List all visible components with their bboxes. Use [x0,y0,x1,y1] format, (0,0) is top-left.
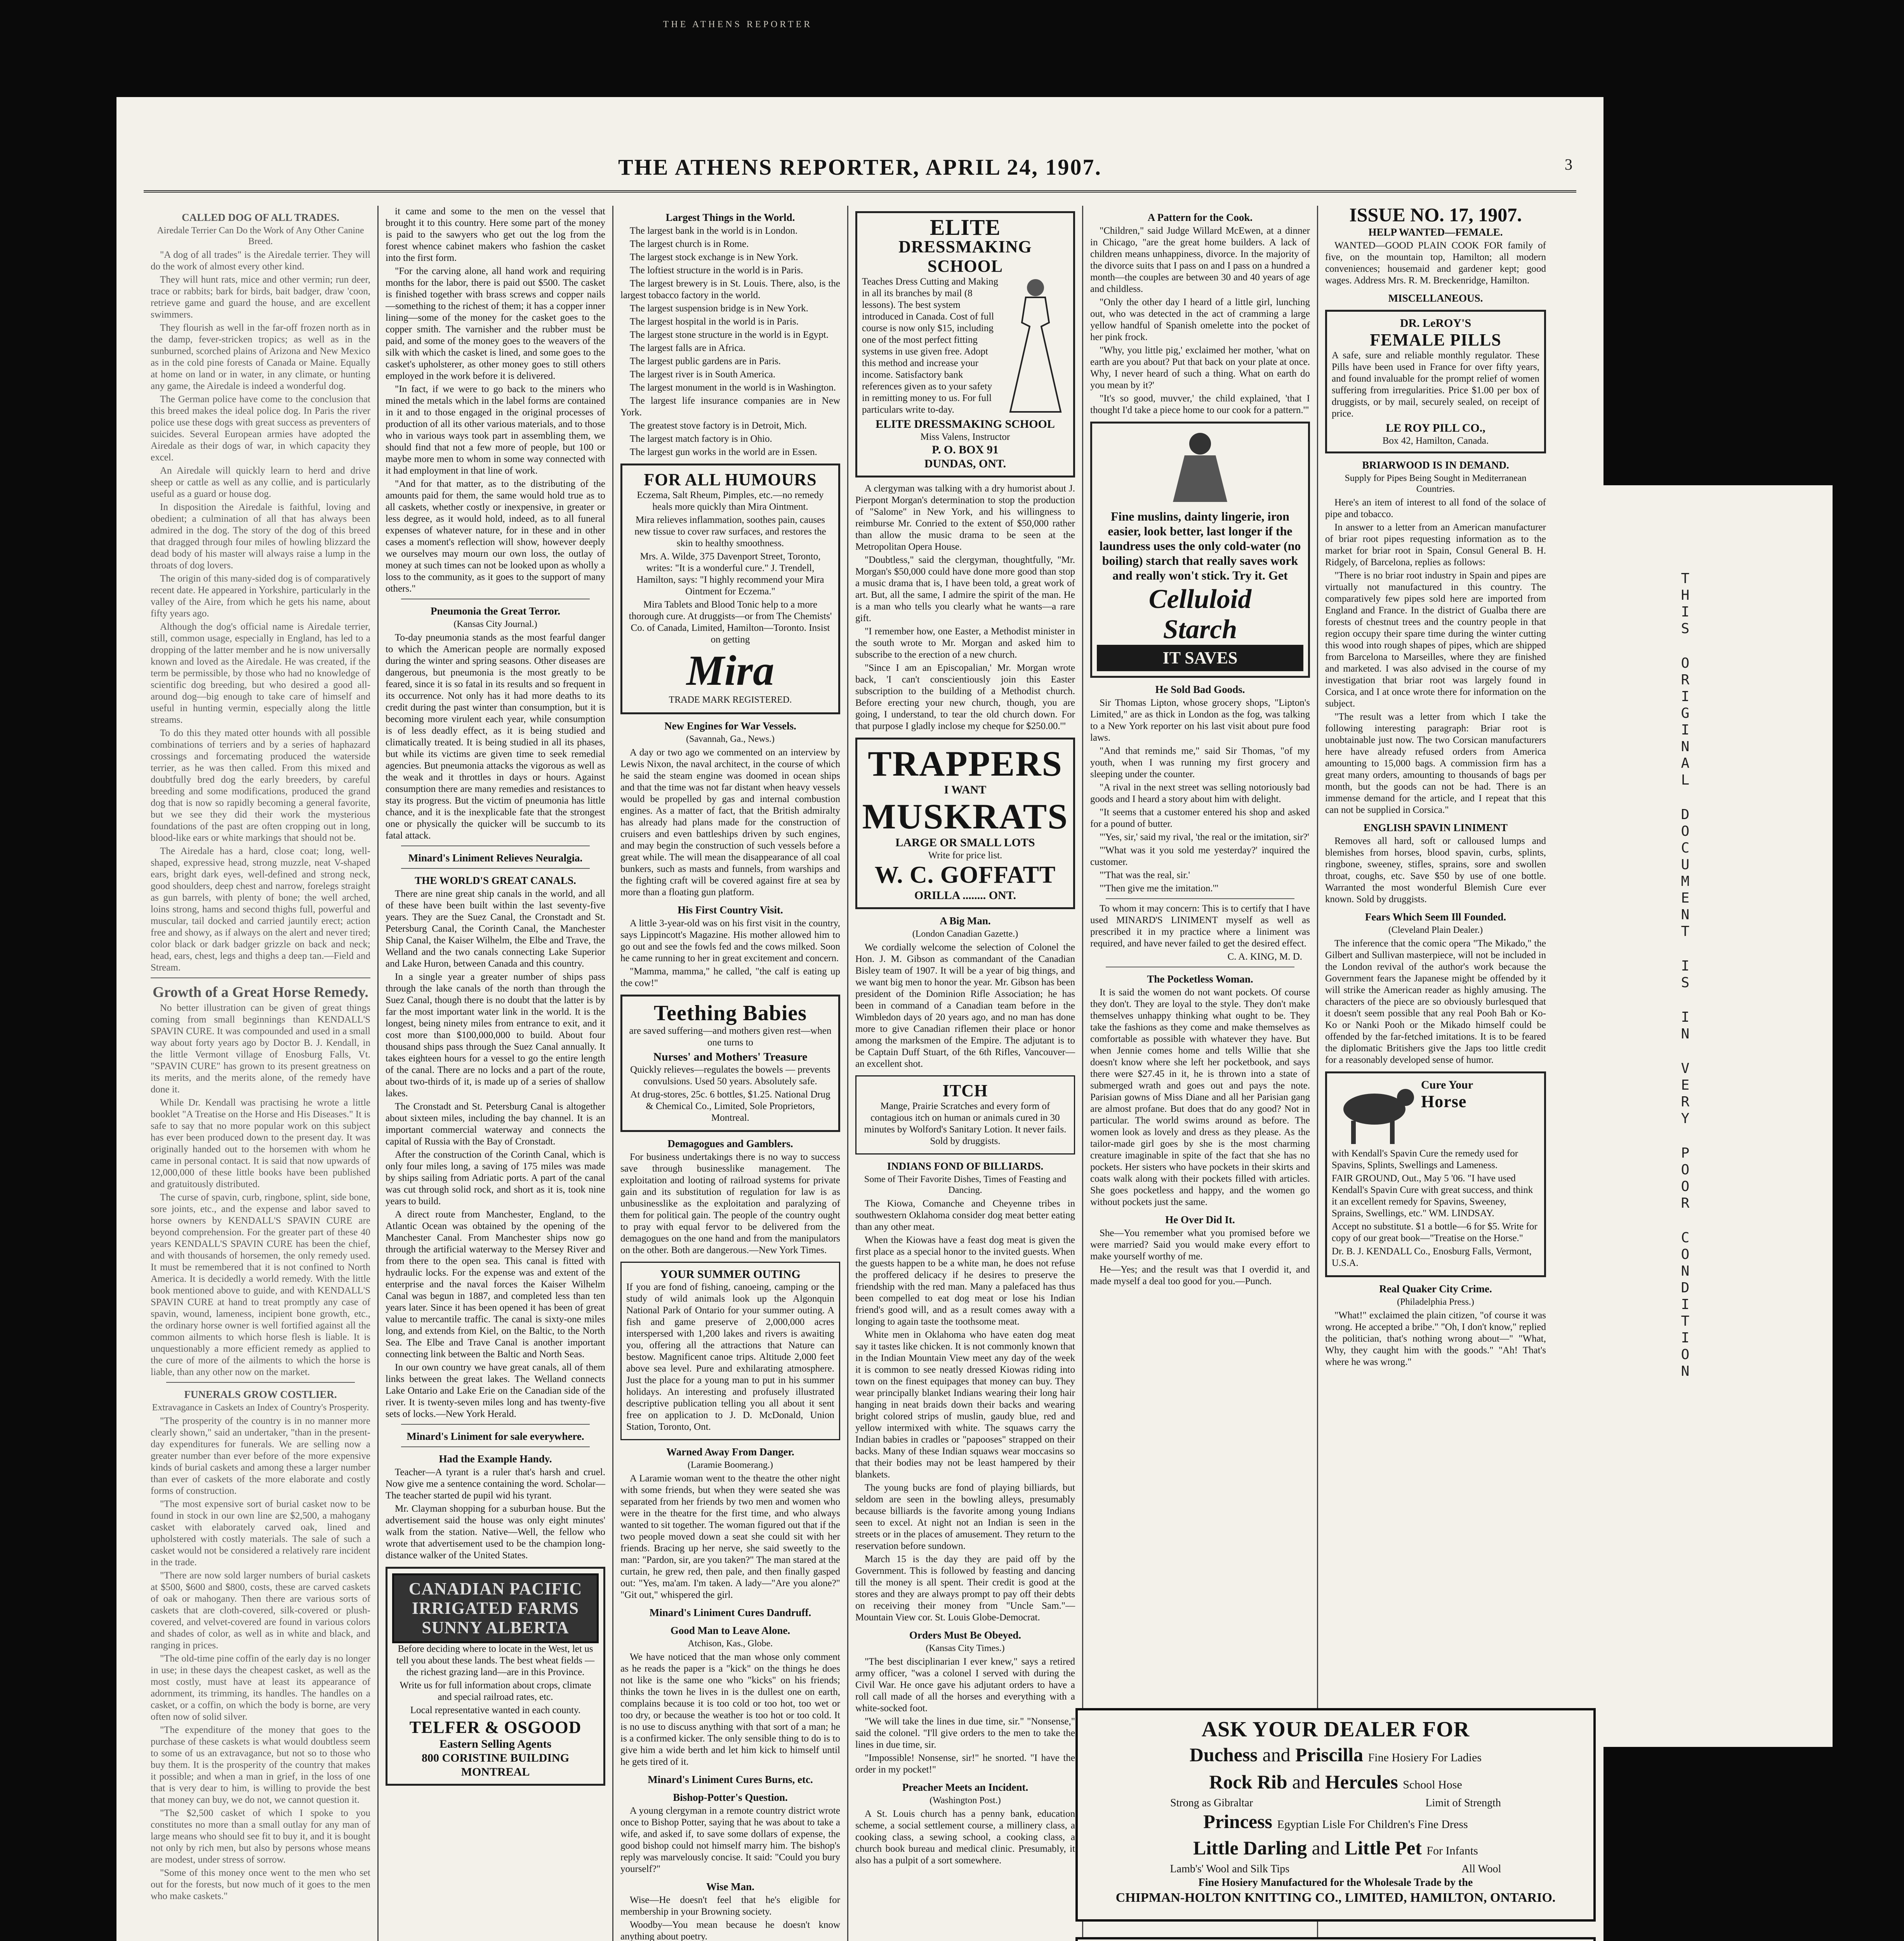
ad-trappers-price: Write for price list. [928,850,1002,861]
ad-cpr-text: Local representative wanted in each county. [410,1705,581,1715]
subhead-funerals: Extravagance in Caskets an Index of Country's Prosperity. [152,1403,369,1413]
ad-mira [620,464,840,714]
source-line: (Savannah, Ga., News.) [686,734,775,744]
ad-mira-text: Mrs. A. Wilde, 375 Davenport Street, Toronto, writes: "It is a wonderful cure." J. Trendell, Hamilton, says: "I highly recommend your Mira Ointment for Eczema." [636,551,824,597]
largest-item: The largest church is in Rome. [630,239,749,249]
article-paragraph: She—You remember what you promised before we were married? Said you would make every effort to make yourself worthy of me. [1090,1228,1310,1262]
article-paragraph: March 15 is the day they are paid off by the Government. This is followed by feasting and dancing till the money is all spent. Their credit is good at the stores and they are always prompt to pay off their debts on receiving their money from "Uncle Sam."—Mountain View cor. St. Louis Globe-Democrat. [855,1554,1075,1623]
brand-little-darling: Little Darling [1193,1837,1307,1859]
article-paragraph: The young bucks are fond of playing billiards, but seldom are seen in the bowling alleys, presumably because billiards is the favorite among young Indians seen to excel. At night not an Indian is seen in the streets or in the places of amusement. They return to the reservation before sundown. [855,1483,1075,1551]
ad-teething-title: Teething Babies [653,1001,807,1025]
article-paragraph: A St. Louis church has a penny bank, education scheme, a social settlement course, a millinery class, a cooking class, a sewing school, a cooking class, a church book bureau and medical clinic. Presumably, it also has a pulpit of a sort somewhere. [855,1809,1075,1866]
divider [1106,898,1294,899]
page-number: 3 [1565,156,1572,173]
ad-elite-box: P. O. BOX 91 [932,443,999,456]
article-paragraph: "A dog of all trades" is the Airedale terrier. They will do the work of almost every other kind. [151,250,370,272]
article-paragraph: "Some of this money once went to the men who set out for the forests, but now much of it goes to the men who make caskets." [151,1868,370,1901]
column-2 [379,206,613,1941]
headline-overdid: He Over Did It. [1165,1214,1235,1226]
largest-item: The largest public gardens are in Paris. [630,356,781,366]
word-and: and [1312,1837,1340,1859]
condition-stamp [1669,571,1701,1735]
article-paragraph: "Why, you little pig,' exclaimed her mother, 'what on earth are you about? Put that back on your plate at once. Why, I never heard of such a thing. What on earth do you mean by it?' [1090,345,1310,391]
ad-teething [620,995,840,1132]
ad-trappers-item: MUSKRATS [862,797,1068,836]
brand-hercules: Hercules [1325,1771,1398,1793]
headline-canals: THE WORLD'S GREAT CANALS. [415,875,576,886]
ad-leroy-pills [1325,310,1546,453]
article-paragraph: "And for that matter, as to the distributing of the amounts paid for them, the same would hold true as to all caskets, whether costly or inexpensive, in greater or less degree, as it would hold, indeed, as to all funeral expenses of whatever nature, for in these and in other cases a moment's reflection will show, however deeply we ourselves may mourn our own loss, the outlay of money at such times can not be looked upon as wholly a loss to the community, as it goes to the support of many others." [386,479,605,594]
ad-mira-trademark: TRADE MARK REGISTERED. [669,695,792,705]
article-paragraph: There are nine great ship canals in the world, and all of these have been built within the last seventy-five years. They are the Suez Canal, the Cronstadt and St. Petersburg Canal, the Corinth Canal, the Manchester Ship Canal, the Kaiser Wilhelm, the Elbe and Trave, the Welland and the two canals connecting Lake Superior and Lake Huron, between Canada and this country. [386,889,605,969]
testimonial-signature: C. A. KING, M. D. [1227,951,1302,962]
article-paragraph: In a single year a greater number of ships pass through the lake canals of the north than through the Suez Canal, though there is no doubt that the latter is by far the most important water link in the world. It is the longest, being ninety miles from entrance to exit, and it cost more than $100,000,000 to build. About four thousand ships pass through the Suez Canal annually. It takes eighteen hours for a vessel to go the entire length of the canal. There are no locks and a part of the route, about two-thirds of it, is made up of a series of shallow lakes. [386,972,605,1099]
article-paragraph: A Laramie woman went to the theatre the other night with some friends, but when they were seated she was separated from her friends by two men and women who were in the theatre for the first time, and who always wanted to sit together. The woman figured out that if the two people moved down a seat she could sit with her friends. Bracing up her nerve, she said sweetly to the man: "Pardon, sir, are you taken?" The man stared at the curtain, he grew red, then pale, and then finally gasped out: "Yes, ma'am. I'm taken. A lady—"Are you alone?" "Git out," whispered the girl. [620,1473,840,1600]
stamp-word: IS [1677,958,1693,991]
subhead-airedale: Airedale Terrier Can Do the Work of Any Other Canine Breed. [157,226,364,247]
article-paragraph: "And that reminds me," said Sir Thomas, "of my youth, when I was running my first grocery and sleeping under the counter. [1090,746,1310,780]
largest-item: The largest bank in the world is in London. [630,226,798,236]
horse-icon [1332,1078,1417,1148]
subhead-briarwood: Supply for Pipes Being Sought in Mediterranean Countries. [1345,473,1527,494]
classified-heading: MISCELLANEOUS. [1388,292,1483,304]
article-paragraph: "I remember how, one Easter, a Methodist minister in the south wrote to Mr. Morgan and asked him to subscribe to the erection of a new church. [855,626,1075,660]
article-paragraph: A day or two ago we commented on an interview by Lewis Nixon, the naval architect, in the course of which he said the steam engine was doomed in ocean ships and that the time was not far distant when heavy vessels would be propelled by gas and internal combustion engines. As a matter of fact, that the British admiralty has already had plans made for the construction of cruisers and even battleships driven by such engines, and may begin the construction of such vessels before a great while. The will mean the disappearance of all coal bunkers, such as masts and funnels, from warships and the fighting craft will be covered against fire at sea by more than a floating gun platform. [620,747,840,898]
ad-outing-title: YOUR SUMMER OUTING [660,1268,801,1281]
ad-elite-dressmaking [855,211,1075,477]
liniment-notice: Minard's Liniment Relieves Neuralgia. [408,852,583,864]
headline-big-man: A Big Man. [940,915,991,927]
ad-mira-logo: Mira [686,647,775,694]
ad-horse-title: Cure Your [1421,1078,1473,1091]
ad-cpr-line3: SUNNY ALBERTA [422,1618,569,1637]
ad-hosiery-title: ASK YOUR DEALER FOR [1201,1717,1470,1741]
headline-country-visit: His First Country Visit. [678,904,783,916]
hosiery-maker: CHIPMAN-HOLTON KNITTING CO., LIMITED, HAMILTON, ONTARIO. [1115,1891,1556,1905]
article-paragraph: We cordially welcome the selection of Colonel the Hon. J. M. Gibson as commandant of the Canadian Bisley team of 1907. It will be a year of big things, and we want big men to honor the year. Mr. Gibson has been president of the Dominion Rifle Association; he has been in command of a Canadian team before in the Wimbledon days of 20 years ago, and no man has done more to give Canadian riflemen their place or honor among the marksmen of the Empire. The adjutant is to be Captain Duff Stuart, of the 6th Rifles, Vancouver—an excellent shot. [855,942,1075,1069]
ad-teething-text: Quickly relieves—regulates the bowels — prevents convulsions. Used 50 years. Absolutely safe. [630,1064,830,1087]
brand-duchess: Duchess [1189,1744,1258,1766]
ad-leroy-title: FEMALE PILLS [1370,330,1501,349]
ad-elite-school: ELITE DRESSMAKING SCHOOL [876,418,1055,431]
stamp-word: CONDITION [1677,1230,1693,1380]
article-paragraph: A little 3-year-old was on his first visit in the country, says Lippincott's Magazine. His mother allowed him to go out and see the fowls fed and the cows milked. Soon he came running to her in great excitement and concern. [620,918,840,964]
ad-mira-title: FOR ALL HUMOURS [644,470,817,489]
largest-item: The largest river is in South America. [630,369,776,380]
article-paragraph: Sir Thomas Lipton, whose grocery shops, "Lipton's Limited," are as thick in London as the fog, was talking to a New York reporter on his last visit about pure food laws. [1090,698,1310,743]
largest-item: The largest stock exchange is in New York. [630,252,798,262]
hosiery-maker-line: Fine Hosiery Manufactured for the Wholesale Trade by the [1198,1877,1473,1889]
divider [166,1382,355,1383]
article-paragraph: Removes all hard, soft or calloused lumps and blemishes from horses, blood spavin, curbs, splints, ringbone, sweeney, stifles, sprains, sore and swollen throat, coughs, etc. Save $50 by use of one bottle. Warranted the most wonderful Blemish Cure ever known. Sold by druggists. [1325,836,1546,905]
article-paragraph: "Only the other day I heard of a little girl, lunching out, who was detected in the act of cramming a large yellow handful of Spanish omelette into the pocket of her pink frock. [1090,297,1310,342]
article-paragraph: "'What was it you sold me yesterday?' inquired the customer. [1090,845,1310,867]
largest-item: The largest match factory is in Ohio. [630,434,772,444]
brand-rock-rib: Rock Rib [1209,1771,1287,1793]
classified-ad: WANTED—GOOD PLAIN COOK FOR family of five, on the mountain top, Hamilton; all modern conveniences; housemaid and gardener kept; good wages. Address Mrs. R. M. Breckenridge, Hamilton. [1325,240,1546,286]
headline-airedale: CALLED DOG OF ALL TRADES. [182,212,339,223]
source-line: (Kansas City Journal.) [453,619,537,629]
ad-hosiery [1075,1708,1596,1922]
ad-cpr-firm: TELFER & OSGOOD [409,1718,582,1737]
article-paragraph: "The expenditure of the money that goes to the purchase of these caskets is what would doubtless seem to some of us an extravagance, but not so to those who buy them. It is the prosperity of the country that makes it possible; and when a man in grief, in the loss of one that is very dear to him, is willing to provide the best that money can buy, we do not, we cannot question it. [151,1725,370,1805]
ad-cpr-line2: IRRIGATED FARMS [412,1599,579,1618]
article-paragraph: "There are now sold larger numbers of burial caskets at $500, $600 and $800, costs, these are carved caskets of oak or mahogany. Then there are various sorts of caskets that are cloth-covered, silk-covered or plush-covered, and velvet-covered are found in various colors and shades of color, as well as in white and black, and ranging in prices. [151,1570,370,1651]
article-paragraph: "In fact, if we were to go back to the miners who mined the metals which in the label forms are contained in it and to those engaged in the original processes of production of all its other various materials, and to those who in various ways took part in assembling them, we should find that not a few more of people, but 100 or maybe more men to whom in some way connected with it had employment in that line of work. [386,384,605,476]
article-paragraph: In disposition the Airedale is faithful, loving and obedient; a culmination of all that has always been admired in the dog. The story of the dog of this breed that dragged through four miles of howling blizzard the dead body of his master will always raise a lump in the throats of dog lovers. [151,502,370,571]
article-paragraph: A clergyman was talking with a dry humorist about J. Pierpont Morgan's determination to stop the production of "Salome" in New York, and his willingness to reimburse Mr. Conried to the extent of $50,000 rather than allow the music drama to be seen at the Metropolitan Opera House. [855,483,1075,552]
article-paragraph: Wise—He doesn't feel that he's eligible for membership in your Browning society. [620,1895,840,1917]
dress-figure-icon [1002,276,1068,416]
ad-cpr-city: MONTREAL [461,1766,530,1778]
article-paragraph: it came and some to the men on the vessel that brought it to this country. Here some part of the money is paid to the sawyers who get out the log from the forest whence cabinet makers who fashion the casket into the first form. [386,206,605,263]
article-paragraph: Woodby—You mean because he doesn't know anything about poetry. [620,1920,840,1941]
article-paragraph: "The best disciplinarian I ever knew," says a retired army officer, "was a colonel I served with during the Civil War. He once gave his adjutant orders to have a roll call made of all the horses and everything with a white-socked foot. [855,1656,1075,1714]
newspaper-page [116,97,1603,1941]
ad-leroy-text: A safe, sure and reliable monthly regulator. These Pills have been used in France for over fifty years, and found invaluable for the prompt relief of women suffering from irregularities. Price $1.00 per box of druggists, or by mail, securely sealed, on receipt of price. [1332,350,1539,419]
headline-wise-man: Wise Man. [706,1881,754,1892]
source-line: (Philadelphia Press.) [1397,1297,1474,1307]
headline-largest: Largest Things in the World. [665,212,795,223]
ad-starch-tagline: IT SAVES [1097,645,1303,671]
testimonial-paragraph: To whom it may concern: This is to certify that I have used MINARD'S LINIMENT myself as well as prescribed it in my practice where a liniment was required, and have never failed to get the desired effect. [1090,903,1310,949]
ad-horse-text: with Kendall's Spavin Cure the remedy used for Spavins, Splints, Swellings and Lameness. [1332,1148,1518,1170]
ad-trappers-city: ORILLA ........ ONT. [914,889,1016,902]
article-paragraph: The inference that the comic opera "The Mikado," the Gilbert and Sullivan masterpiece, will not be included in the London revival of the author's work because the Government fears the Japanese might be offended by it will strike the American reader as highly amusing. The characters of the piece are so obviously burlesqued that it doesn't seem possible that any real Pooh Bah or Ko-Ko or Nanki Pooh or the Mikado himself could be offended by the far-fetched imitations. It is to be feared the diplomatic Britishers give the Japs too little credit for a reasonably developed sense of humor. [1325,938,1546,1065]
masthead [144,144,1576,193]
article-paragraph: "It's so good, muvver,' the child explained, 'that I thought I'd take a piece home to our cook for a pattern.'" [1090,393,1310,415]
headline-engines: New Engines for War Vessels. [664,720,796,732]
article-paragraph: For business undertakings there is no way to success save through businesslike management. The exploitation and looting of railroad systems for private gain and its substitution of regulation for law is as unbusinesslike as the exploitation and paralyzing of them for political gain. The people of the country ought to pray with equal fervor to be delivered from the demagogues on the one hand and from the manipulators on the other. Both are dangerous.—New York Times. [620,1152,840,1255]
largest-item: The largest suspension bridge is in New York. [630,303,808,314]
largest-item: The largest stone structure in the world is in Egypt. [630,330,829,340]
article-paragraph: "We will take the lines in due time, sir." "Nonsense," said the colonel. "I'll give orders to the men to take the lines in due time, sir. [855,1716,1075,1750]
ad-leroy-firm: LE ROY PILL CO., [1386,422,1485,434]
liniment-notice: Minard's Liniment for sale everywhere. [407,1431,584,1442]
largest-item: The greatest stove factory is in Detroit, Mich. [630,420,807,431]
article-paragraph: The German police have come to the conclusion that this breed makes the ideal police dog. In Paris the river police use these dogs with great success as preventers of suicides. Several European armies have adopted the Airedale as their dogs of war, in which capacity they excel. [151,394,370,463]
brand-princess: Princess [1203,1811,1273,1832]
article-paragraph: Mr. Clayman shopping for a suburban house. But the advertisement said the house was only eight minutes' walk from the station. Native—Well, the fellow who wrote that advertisement used to be the champion long-distance walker of the United States. [386,1503,605,1561]
ad-cpr-firm-sub: Eastern Selling Agents [439,1738,552,1750]
hosiery-desc: Fine Hosiery For Ladies [1368,1751,1482,1764]
hosiery-desc: Lamb's' Wool and Silk Tips [1170,1863,1290,1875]
article-paragraph: "The result was a letter from which I take the following interesting paragraph: Briar root is unobtainable just now. The two Corsican manufacturers here have already refused orders from America amounting to 15,000 bags. A commission firm has a great many orders, amounting to thousands of bags per month, but the goods can not be had. There is an immense demand for the article, and I repeat that this can not be supplied in Corsica." [1325,712,1546,815]
article-paragraph: We have noticed that the man whose only comment as he reads the paper is a "kick" on the things he does not like is the same one who "kicks" on his friends; thinks the town he lives in is the dullest one on earth, complains because it is too cold or too hot, too wet or too dry, or because the weather is too hot or too cold. It is no use to discuss anything with that sort of a man; he is a confirmed kicker. The only sensible thing to do is to give him a wide berth and let him kick to himself until he gets tired of it. [620,1652,840,1767]
ad-summer-outing [620,1262,840,1440]
ad-elite-title: ELITE [929,215,1001,240]
article-paragraph: They will hunt rats, mice and other vermin; run deer, trace or rabbits; bark for birds, bait badger, draw 'coon, retrieve game and guard the house, and are excellent swimmers. [151,274,370,320]
ad-celluloid-starch [1090,422,1310,678]
article-paragraph: "There is no briar root industry in Spain and pipes are virtually not manufactured in this country. The comparatively few pipes sold here are imported from England and France. In the district of Gualba there are forests of chestnut trees and the country people in that region occupy their spare time during the winter cutting this wood into rough shapes of pipes, which are shipped from Barcelona to Marseilles, where they are finished and marketed. I was also advised in the course of my investigation that briar root was largely found in Corsica, and I at once wrote there for information on the subject. [1325,570,1546,709]
ad-teething-text: are saved suffering—and mothers given rest—when one turns to [629,1026,832,1048]
ad-elite-instructor: Miss Valens, Instructor [920,432,1010,442]
headline-preacher: Preacher Meets an Incident. [902,1781,1028,1793]
ad-trappers-name: W. C. GOFFATT [874,862,1056,888]
liniment-notice: Minard's Liniment Cures Dandruff. [649,1607,811,1618]
ad-elite-title: DRESSMAKING SCHOOL [898,237,1032,276]
ad-outing-text: If you are fond of fishing, canoeing, camping or the study of wild animals look up the Algonquin National Park of Ontario for your summer outing. A fish and game preserve of 2,000,000 acres interspersed with 1,200 lakes and rivers is awaiting you, offering all the attractions that Nature can bestow. Magnificent canoe trips. Altitude 2,000 feet above sea level. Pure and exhilarating atmosphere. Just the place for a young man to put in his summer holidays. An interesting and profusely illustrated descriptive publication telling you all about it sent free on application to J. D. McDonald, Union Station, Toronto, Ont. [626,1282,834,1432]
ad-itch [855,1075,1075,1155]
largest-item: The largest falls are in Africa. [630,343,746,353]
article-paragraph: To-day pneumonia stands as the most fearful danger to which the American people are normally exposed during the winter and spring seasons. Other diseases are dangerous, but pneumonia is the most greatly to be feared, since it is so fatal in its results and so frequent in its occurrence. Not only has it had more deaths to its credit during the past winter than consumption, but it is becoming more virulent each year, while consumption is of less deadly effect, as it is being studied and climatically treated. It is being studied in all its phases, but while its victims are given time to seek remedial agencies. But pneumonia attacks the vigorous as well as the weak and it throttles in days or hours. Against consumption there are many remedies and resistances to stay its progress. But the victim of pneumonia has little chance, and it is the inexplicable fate that the strongest one or physically the quicker will be succumb to its fatal attack. [386,632,605,841]
article-paragraph: When the Kiowas have a feast dog meat is given the first place as a special honor to the invited guests. When the guests happen to be a white man, he does not refuse the proffered delicacy if he desires to preserve the friendship with the red man. Many a palefaced has thus been compelled to eat dog meat or lose his Indian friend's good will, and as a result comes away with a longing to again taste the toothsome meat. [855,1235,1075,1327]
stamp-word: POOR [1677,1145,1693,1212]
source-line: (Cleveland Plain Dealer.) [1388,925,1483,935]
stamp-word: DOCUMENT [1677,807,1693,940]
hosiery-desc: School Hose [1403,1778,1462,1791]
article-paragraph: Although the dog's official name is Airedale terrier, still, common usage, especially in England, has led to a dropping of the latter member and he is now universally known and loved as the Airedale. He was created, if the term be permissible, by those who had no knowledge of scientific dog breeding, but who desired a good all-around dog—big enough to take care of himself and useful in hunting vermin, especially along the little streams. [151,622,370,725]
article-paragraph: "Since I am an Episcopalian,' Mr. Morgan wrote back, 'I can't conscientiously join this Easter subscription to the building of a Methodist church. Before erecting your new church, though, you are going, I understand, to tear the old church down. For that purpose I gladly inclose my cheque for $250.00.'" [855,663,1075,731]
headline-demagogues: Demagogues and Gamblers. [667,1138,793,1149]
source-line: (London Canadian Gazette.) [912,929,1018,939]
headline-pneumonia: Pneumonia the Great Terror. [431,605,560,617]
article-paragraph: "Impossible! Nonsense, sir!" he snorted. "I have the order in my pocket!" [855,1753,1075,1775]
divider [401,1424,590,1425]
ad-trappers-want: I WANT [944,783,987,796]
source-line: (Washington Post.) [929,1795,1001,1806]
article-paragraph: While Dr. Kendall was practising he wrote a little booklet "A Treatise on the Horse and His Diseases." It is safe to say that no more popular work on this subject has ever been produced down to the present day. It was originally handed out to the horsemen with whom he came in personal contact. It is said that now upwards of 12,000,000 of these little books have been published and gratuitously distributed. [151,1097,370,1189]
ad-mira-text: Mira relieves inflammation, soothes pain, causes new tissue to cover raw surfaces, and restores the skin to healthy smoothness. [634,515,826,549]
ad-sheathing [1075,1937,1596,1941]
ad-starch-text: Fine muslins, dainty lingerie, iron easier, look better, last longer if the laundress uses the only cold-water (no boiling) starch that really saves work and really won't stick. Try it. Get [1099,509,1301,582]
issue-number: ISSUE NO. 17, 1907. [1349,206,1522,226]
headline-example: Had the Example Handy. [439,1453,552,1465]
ad-cpr-line1: CANADIAN PACIFIC [408,1579,582,1598]
article-paragraph: "What!" exclaimed the plain citizen, "of course it was wrong. He accepted a bribe." "Oh, I don't know," replied the politician, that's nothing wrong about—" "What, Why, they caught him with the goods." "Ah! That's where he was wrong." [1325,1310,1546,1367]
stamp-word: VERY [1677,1061,1693,1127]
hosiery-desc: All Wool [1461,1863,1501,1875]
hosiery-desc: Egyptian Lisle For Children's Fine Dress [1277,1818,1468,1831]
article-paragraph: Here's an item of interest to all fond of the solace of pipe and tobacco. [1325,497,1546,519]
ad-horse-text: FAIR GROUND, Out., May 5 '06. "I have used Kendall's Spavin Cure with great success, and think it an excellent remedy for Spavins, Sweeney, Sprains, Swellings, etc." WM. LINDSAY. [1332,1173,1533,1219]
largest-item: The largest monument in the world is in Washington. [630,382,836,393]
columns [144,206,1603,1941]
divider [151,977,370,978]
headline-fears: Fears Which Seem Ill Founded. [1365,911,1506,923]
column-4 [848,206,1083,1941]
article-paragraph: Teacher—A tyrant is a ruler that's harsh and cruel. Now give me a sentence containing the word. Scholar—The teacher started de pupil wid his tyrant. [386,1467,605,1501]
ad-elite-city: DUNDAS, ONT. [924,457,1006,470]
ad-cure-horse [1325,1071,1546,1277]
article-paragraph: The origin of this many-sided dog is of comparatively recent date. He appeared in Yorkshire, particularly in the valley of the Aire, from which he gets his name, about fifty years ago. [151,573,370,619]
article-paragraph: "It seems that a customer entered his shop and asked for a pound of butter. [1090,807,1310,829]
ad-trappers [855,738,1075,909]
headline-spavin: ENGLISH SPAVIN LINIMENT [1363,822,1508,833]
ad-horse-title: Horse [1421,1092,1467,1111]
liniment-notice: Minard's Liniment Cures Burns, etc. [648,1774,813,1785]
article-paragraph: A direct route from Manchester, England, to the Atlantic Ocean was obtained by the opening of the Manchester Canal. From Manchester ships now go through the artificial waterway to the Mersey River and from there to the open sea. This canal is fitted with hydraulic locks. For the expense was and extent of the enterprise and the naval forces the Kaiser Wilhelm Canal was begun in 1887, and completed less than ten years later. Since it has been opened it has been of great value to mercantile traffic. The canal is sixty-one miles long, and extends from Kiel, on the Baltic, to the North Sea. The Elbe and Trave Canal is another important connecting link between the Baltic and North Seas. [386,1209,605,1359]
article-paragraph: "A rival in the next street was selling notoriously bad goods and I heard a story about him with delight. [1090,782,1310,804]
headline-bishop: Bishop-Potter's Question. [673,1792,788,1803]
masthead-title: THE ATHENS REPORTER, APRIL 24, 1907. [618,154,1102,180]
woman-ironing-icon [1150,428,1251,506]
word-and: and [1292,1771,1320,1793]
article-paragraph: After the construction of the Corinth Canal, which is only four miles long, a saving of 175 miles was made by ships sailing from Adriatic ports. A part of the canal was cut through solid rock, and short as it is, took nine years to build. [386,1149,605,1207]
largest-list [620,225,840,458]
ad-teething-name: Nurses' and Mothers' Treasure [653,1050,808,1063]
headline-funerals: FUNERALS GROW COSTLIER. [184,1389,337,1400]
article-paragraph: "'Yes, sir,' said my rival, 'the real or the imitation, sir?' [1100,832,1309,842]
column-6 [1318,206,1553,1941]
ad-cpr-farms [386,1567,605,1786]
source-line: Atchison, Kas., Globe. [688,1639,773,1649]
ad-mira-text: Eczema, Salt Rheum, Pimples, etc.—no remedy heals more quickly than Mira Ointment. [637,490,824,512]
ad-elite-text: Teaches Dress Cutting and Making in all its branches by mail (8 lessons). The best system introduced in Canada. Cost of full course is now only $15, including one of the most perfect fitting systems in use given free. Adopt this method and increase your income. Satisfactory bank references given as to your safety in remitting money to us. For full particulars write to-day. [862,276,998,415]
article-paragraph: He—Yes; and the result was that I overdid it, and made myself a deal too good for you.—Punch. [1090,1264,1310,1286]
headline-horse-remedy: Growth of a Great Horse Remedy. [153,984,368,1000]
ad-cpr-banner [392,1573,599,1643]
article-paragraph: They flourish as well in the far-off frozen north as in the damp, fever-stricken tropics; as well as in the sunburned, scorched plains of Arizona and New Mexico as in the cold pine forests of Canada or Maine. Equally at home on land or in water, in any climate, or hunting any game, the Airedale is indeed a wonderful dog. [151,323,370,391]
divider [401,1446,590,1447]
stamp-word: IN [1677,1009,1693,1043]
ad-horse-text: Accept no substitute. $1 a bottle—6 for $5. Write for copy of our great book—"Treatise on the Horse." [1332,1221,1537,1243]
article-paragraph: "'That was the real, sir.' [1100,870,1190,880]
article-paragraph: The Cronstadt and St. Petersburg Canal is altogether about sixteen miles, including the bay channel. It is an important commercial waterway and connects the capital of Russia with the Bay of Cronstadt. [386,1101,605,1147]
article-paragraph: It is said the women do not want pockets. Of course they don't. They are loyal to the style. They don't make themselves unhappy thinking what ought to be. They take the fashions as they come and make themselves as comfortable as possible with whatever they have. But when Jennie comes home and tells Willie that she doesn't know where she left her pocketbook, and says there were $27.45 in it, he is thrown into a state of submerged wrath and goes out and pays the note. Parisian gowns of Miss Diane and all her Parisian gang are almost profane. But does that do any good? Not in particular. The world swims around as before. The women look as lovely and dress as they please. As the tailor-made girl goes by she is the most charming creature imaginable in spite of the fact that she has no pockets. Her sisters who have pockets in their skirts and coats walk along with their pockets filled with articles. She goes pocketless and happy, and the women go without pockets just the same. [1090,987,1310,1207]
article-paragraph: The curse of spavin, curb, ringbone, splint, side bone, sore joints, etc., and the expense and labor saved to horse owners by KENDALL'S SPAVIN CURE are beyond comprehension. For the greater part of these 40 years KENDALL'S SPAVIN CURE has been the chief, and with thousands of horsemen, the only remedy used. It must be remembered that it is not confined to North America. It is decidedly a world remedy. With the little book mentioned above to guide, and with KENDALL'S SPAVIN CURE at hand to treat promptly any case of spavin, wound, lameness, incipient bone growth, etc., the ordinary horse owner is well fortified against all the common ailments to which horse flesh is liable. It is unquestionably a more efficient remedy as applied to the cure of more of the ailments to which the horse is liable, than any other now on the market. [151,1192,370,1377]
article-paragraph: "'Then give me the imitation.'" [1100,883,1219,894]
article-paragraph: "The most expensive sort of burial casket now to be found in stock in our own line are $2,500, a mahogany casket with elaborately carved oak, lined and upholstered with costly materials. The sale of such a casket would not be considered a relatively rare incident in the trade. [151,1499,370,1568]
article-paragraph: "The old-time pine coffin of the early day is no longer in use; in these days the cheapest casket, as well as the most costly, must have at least its appearance of adornment, its trimming, its handles. The handles on a casket, or a coffin, on which the body is borne, are very often now of solid silver. [151,1653,370,1722]
largest-item: The largest gun works in the world are in Essen. [630,447,817,457]
stamp-word: ORIGINAL [1677,655,1693,789]
ad-trappers-lots: LARGE OR SMALL LOTS [895,836,1035,849]
hosiery-desc: For Infants [1426,1844,1478,1857]
article-paragraph: In answer to a letter from an American manufacturer of briar root pipes requesting information as to the market for briar root in Spain, Consul General B. H. Ridgely, of Barcelona, replies as follows: [1325,522,1546,568]
ad-teething-text: At drug-stores, 25c. 6 bottles, $1.25. National Drug & Chemical Co., Limited, Sole Proprietors, Montreal. [630,1089,830,1123]
ad-starch-brand: Celluloid [1148,584,1252,614]
article-paragraph: "The prosperity of the country is in no manner more clearly shown," said an undertaker, "than in the present-day expenditures for funerals. We are selling now a greater number than ever before of the more expensive kinds of burial caskets and among these a larger number than ever of caskets of the more elaborate and costly forms of construction. [151,1416,370,1496]
article-paragraph: "Doubtless," said the clergyman, thoughtfully, "Mr. Morgan's $50,000 could have done more good than stop a music drama that is, I have been told, a great work of art. But, all the same, I admire the spirit of the man. He is a man who tells you clearly what he wants—a rare gift. [855,555,1075,623]
headline-pocketless: The Pocketless Woman. [1147,973,1253,985]
article-paragraph: "For the carving alone, all hand work and requiring months for the labor, there is paid out $500. The casket is finished together with brass screws and copper nails—something to the richest of them; it has a copper inner lining—some of the money for the casket goes to the copper smith. The varnisher and the rubber must be paid, and some of the money goes to the weavers of the silk with which the casket is lined, and some goes to the casket's upholsterer, as other money goes to still others employed in the work before it is delivered. [386,266,605,381]
classified-heading: HELP WANTED—FEMALE. [1368,226,1503,238]
word-and: and [1262,1744,1291,1766]
headline-orders: Orders Must Be Obeyed. [909,1629,1021,1641]
largest-item: The loftiest structure in the world is in Paris. [630,265,803,276]
article-paragraph: White men in Oklahoma who have eaten dog meat say it tastes like chicken. It is not commonly known that in the Indian Mountain View meet any day of the week it is common to see neatly dressed Kiowas riding into town on the finest equipages that money can buy. They wear principally blanket Indians wearing their long hair hanging in neat braids down their backs and wearing bright colored strips of muslin, gaudy blue, red and yellow intermixed with white. The squaws carry the Indian babies in cradles or "papooses" strapped on their backs. Many of these Indian squaws wear moccasins so that their bodies may not be least hampered by their blankets. [855,1330,1075,1480]
ad-starch-brand: Starch [1163,615,1237,644]
largest-item: The largest life insurance companies are in New York. [620,396,840,418]
bleed-through-text: THE ATHENS REPORTER [663,19,813,30]
ad-cpr-text: Before deciding where to locate in the West, let us tell you about these lands. The best wheat fields — the richest grazing land—are in this Province. [396,1644,595,1677]
article-paragraph: The Airedale has a hard, close coat; long, well-shaped, expressive head, strong muzzle, neat V-shaped ears, bright dark eyes, well-defined and strong neck, good shoulders, deep chest and narrow, forelegs straight as gun barrels, with plenty of bone; the well arched, loins strong, hams and second thighs full, powerful and muscular, tail docked and carried jauntily erect; action free and showy, as if always on the alert and never tired; color black or dark badger grizzle on back and neck; head, ears, chest, legs and thighs a deep tan.—Field and Stream. [151,846,370,973]
stamp-word: THIS [1677,571,1693,637]
ad-itch-text: Mange, Prairie Scratches and every form of contagious itch on human or animals cured in 30 minutes by Wolford's Sanitary Lotion. It never fails. Sold by druggists. [864,1101,1067,1146]
headline-bad-goods: He Sold Bad Goods. [1155,684,1245,695]
article-paragraph: "Children," said Judge Willard McEwen, at a dinner in Chicago, "are the great home builders. A lack of children means unhappiness, divorce. In the majority of the divorce suits that I pass on and I pass on a hundred a month—the couples are between 30 and 40 years of age and childless. [1090,226,1310,294]
hosiery-desc: Limit of Strength [1425,1797,1501,1809]
brand-little-pet: Little Pet [1345,1837,1422,1859]
divider [401,845,590,846]
article-paragraph: "The $2,500 casket of which I spoke to you constitutes no more than a small outlay for any man of large means who should see fit to buy it, and it is bought not only by rich men, but also by persons whose means are modest, under stress of sorrow. [151,1808,370,1865]
headline-warned: Warned Away From Danger. [666,1446,794,1458]
article-paragraph: A young clergyman in a remote country district wrote once to Bishop Potter, saying that he was about to take a wife, and asked if, to save some dollars of expense, the good bishop could not himself marry him. The bishop's reply was marvelously concise. It said: "Could you bury yourself?" [620,1806,840,1874]
source-line: (Kansas City Times.) [926,1643,1005,1653]
ad-itch-title: ITCH [942,1081,988,1100]
ad-cpr-text: Write us for full information about crops, climate and special railroad rates, etc. [400,1680,591,1702]
article-paragraph: The Kiowa, Comanche and Cheyenne tribes in southwestern Oklahoma consider dog meat better eating than any other meat. [855,1198,1075,1232]
page-extension [1603,485,1833,1747]
headline-quaker: Real Quaker City Crime. [1379,1283,1492,1295]
article-paragraph: No better illustration can be given of great things coming from small beginnings than KENDALL'S SPAVIN CURE. It was compounded and used in a small way about forty years ago by Doctor B. J. Kendall, in the little Vermont village of Enosburg Falls, Vt. "SPAVIN CURE" has grown to its present greatness on its merits, and the merits alone, of the remedy have done it. [151,1003,370,1095]
article-paragraph: In our own country we have great canals, all of them links between the great lakes. The Welland connects Lake Ontario and Lake Erie on the Canadian side of the river. It is twenty-seven miles long and has twenty-five sets of locks.—New York Herald. [386,1362,605,1419]
column-1 [144,206,379,1941]
brand-priscilla: Priscilla [1295,1744,1364,1766]
headline-good-man: Good Man to Leave Alone. [670,1625,790,1636]
ad-mira-text: Mira Tablets and Blood Tonic help to a more thorough cure. At druggists—or from The Chemists' Co. of Canada, Limited, Hamilton—Toronto. Insist on getting [629,599,832,645]
divider [401,868,590,869]
hosiery-desc: Strong as Gibraltar [1170,1797,1253,1809]
ad-horse-text: Dr. B. J. KENDALL Co., Enosburg Falls, Vermont, U.S.A. [1332,1246,1532,1268]
subhead-indians: Some of Their Favorite Dishes, Times of Feasting and Dancing. [864,1174,1067,1195]
ad-leroy-title: DR. LeROY'S [1400,317,1471,330]
largest-item: The largest brewery is in St. Louis. There, also, is the largest tobacco factory in the world. [620,278,840,300]
ad-cpr-address: 800 CORISTINE BUILDING [421,1752,570,1764]
largest-item: The largest hospital in the world is in Paris. [630,316,799,327]
ad-trappers-title: TRAPPERS [868,744,1063,783]
article-paragraph: An Airedale will quickly learn to herd and drive sheep or cattle as well as any collie, and is particularly useful as a guard or house dog. [151,465,370,499]
headline-briarwood: BRIARWOOD IS IN DEMAND. [1362,459,1509,471]
headline-indians: INDIANS FOND OF BILLIARDS. [887,1160,1044,1172]
ad-leroy-address: Box 42, Hamilton, Canada. [1382,436,1489,446]
column-5 [1083,206,1318,1941]
article-paragraph: "Mamma, mamma," he called, "the calf is eating up the cow!" [620,966,840,988]
article-paragraph: To do this they mated otter hounds with all possible combinations of terriers and by a series of haphazard crossings and forcemating produced the waterside terrier, as he was then called. From this mixed and doubtfully bred dog the early breeders, by careful breeding and some modifications, produced the grand dog that is now so rapidly becoming a general favorite, but we see they did their work the mysterious foundations of the past are often cropping out in long, blood-like ears or white markings that should not be. [151,728,370,843]
column-3 [613,206,848,1941]
headline-pattern: A Pattern for the Cook. [1147,212,1253,223]
source-line: (Laramie Boomerang.) [688,1460,773,1470]
